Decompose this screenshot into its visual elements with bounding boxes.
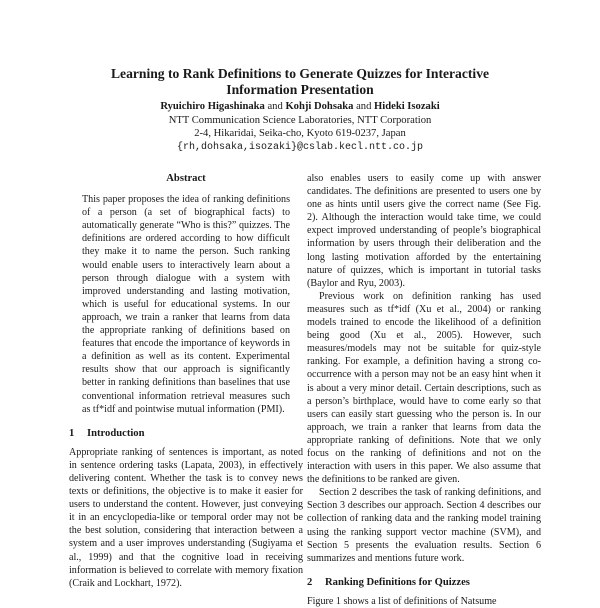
section-1-title: Introduction [87, 427, 145, 439]
author-3: Hideki Isozaki [374, 101, 440, 112]
section-2-heading [307, 576, 541, 589]
left-column [69, 172, 303, 600]
author-block [0, 100, 600, 154]
section-2-number: 2 [307, 576, 313, 588]
introduction-paragraph: Appropriate ranking of sentences is important, as noted in sentence ordering tasks (Lapata, 2003), in effectively delivering content. Whether the task is to convey news texts or definitions, the objective is to make it easier for users to understand the content. However, just conveying it in an encyclopedia-like or temporal order may not be the best solution, considering that interaction between a system and a user improves understanding (Sugiyama et al., 1999) and that the cognitive load in receiving information is believed to correlate with memory fixation (Craik and Lockhart, 1972). [69, 446, 303, 589]
email: {rh,dohsaka,isozaki}@cslab.kecl.ntt.co.jp [176, 141, 424, 153]
author-names [0, 100, 600, 114]
author-separator-2: and [356, 101, 372, 112]
author-separator-1: and [267, 101, 283, 112]
section-2-paragraph: Figure 1 shows a list of definitions of Natsume [307, 595, 497, 607]
abstract-heading: Abstract [166, 173, 206, 184]
right-paragraph-3: Section 2 describes the task of ranking definitions, and Section 3 describes our approach. Section 4 describes our collection of ranking data and the ranking model training using the ranking support vector machine (SVM), and Section 5 presents the evaluation results. Section 6 summarizes and mentions future work. [307, 487, 541, 564]
section-1-number: 1 [69, 427, 75, 439]
section-1-heading [69, 427, 303, 440]
section-2-title: Ranking Definitions for Quizzes [325, 576, 470, 588]
affiliation: NTT Communication Science Laboratories, NTT Corporation [168, 114, 432, 126]
author-2: Kohji Dohsaka [285, 101, 354, 112]
right-paragraph-1: also enables users to easily come up with answer candidates. The definitions are presented to users one by one as hints until users give the correct name (See Fig. 2). Although the interaction would take time, we could expect improved understanding of people’s biographical information by users through their deliberation and the long lasting motivation afforded by the entertaining nature of quizzes, which is important in tutorial tasks (Baylor and Ryu, 2003). [307, 173, 541, 289]
abstract-text: This paper proposes the idea of ranking definitions of a person (a set of biographical facts) to automatically generate “Who is this?” quizzes. The definitions are ordered according to how difficult they make it to name the person. Such ranking would enable users to interactively learn about a person through dialogue with a system with improved understanding and lasting motivation, which is useful for educational systems. In our approach, we train a ranker that learns from data the appropriate ranking of definitions based on features that encode the importance of keywords in a definition as well as its content. Experimental results show that our approach is significantly better in ranking definitions than baselines that use conventional information retrieval measures such as tf*idf and pointwise mutual information (PMI). [82, 194, 290, 415]
author-1: Ryuichiro Higashinaka [160, 101, 265, 112]
right-column [307, 172, 541, 607]
right-paragraph-2: Previous work on definition ranking has used measures such as tf*idf (Xu et al., 2004) or ranking models trained to encode the likelihood of a definition being good (Xu et al., 2005). However, such measures/models may not be suitable for quiz-style ranking. For example, a definition having a strong co-occurrence with a person may not be an easy hint when it is about a very minor detail. Certain descriptions, such as a person’s birthplace, would have to come early so that users can easily start guessing who the person is. In our approach, we train a ranker that learns from data the appropriate ranking of definitions. Note that we only focus on the ranking of definitions and not on the interaction with users in this paper. We also assume that the definitions to be ranked are given. [307, 290, 541, 486]
paper-title [0, 66, 600, 98]
paper-title-line-1: Learning to Rank Definitions to Generate Quizzes for Interactive [110, 66, 490, 81]
paper-title-line-2: Information Presentation [226, 82, 374, 97]
address: 2-4, Hikaridai, Seika-cho, Kyoto 619-0237, Japan [194, 128, 406, 139]
